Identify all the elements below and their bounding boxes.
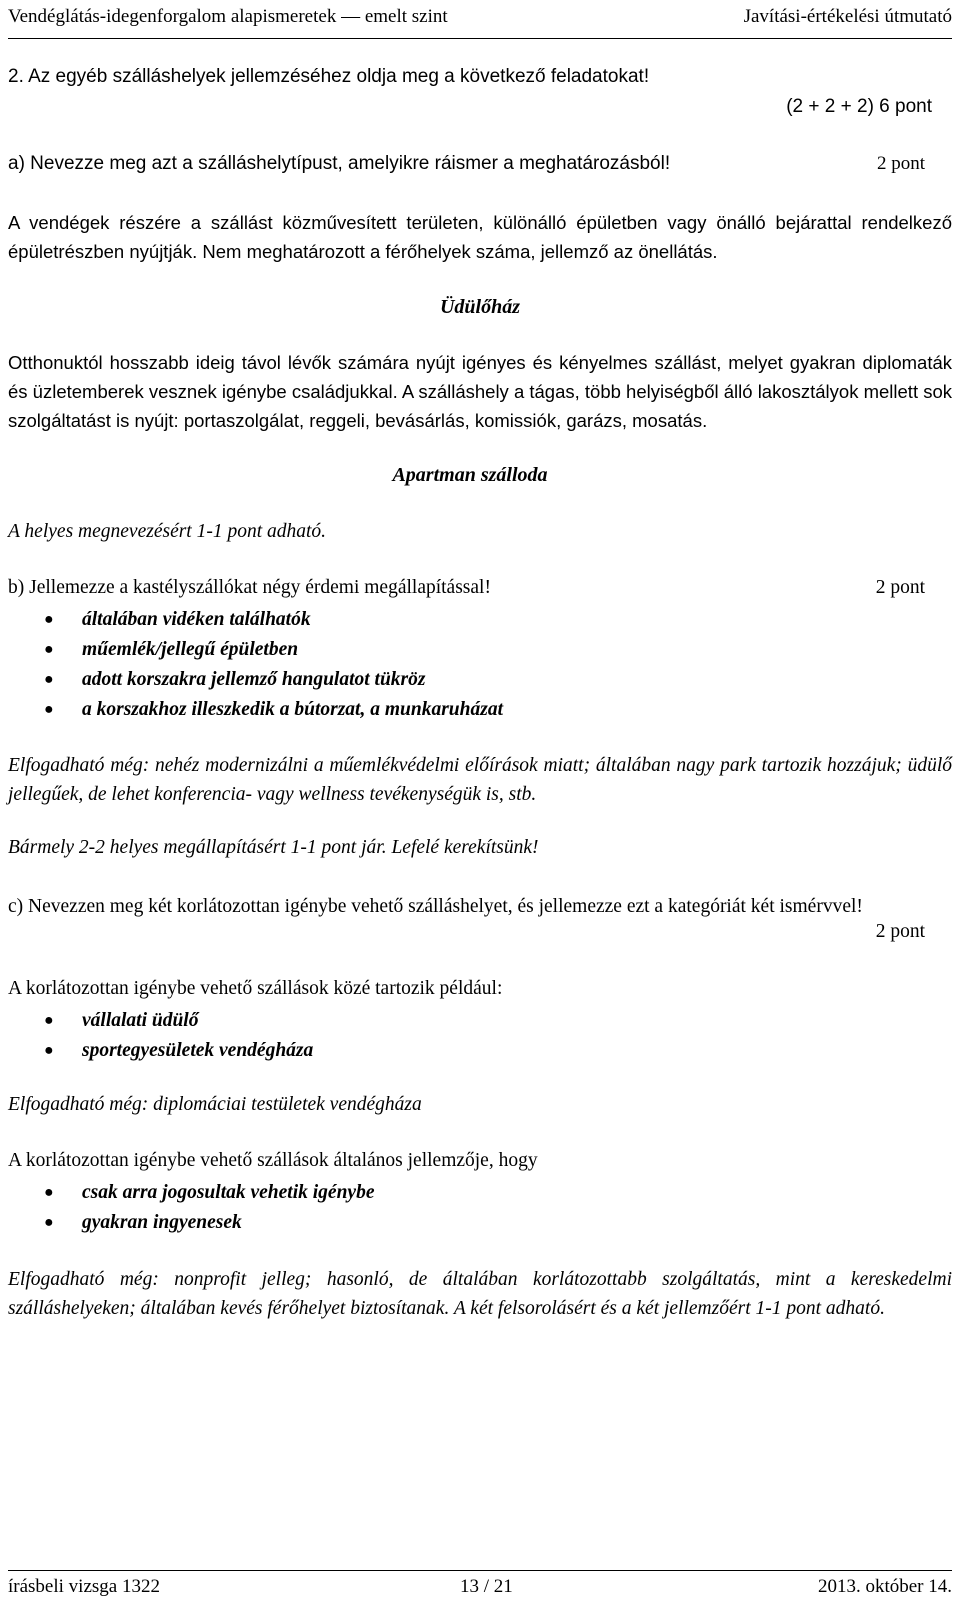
part-c-points: 2 pont (875, 921, 925, 942)
part-c-accepted-1: Elfogadható még: diplomáciai testületek vendégháza (8, 1094, 422, 1115)
bullet-icon: ● (44, 701, 54, 718)
footer-left: írásbeli vizsga 1322 (8, 1576, 160, 1597)
part-c-accepted-2: Elfogadható még: nonprofit jelleg; hasonló, de általában korlátozottabb szolgáltatás, mint a kereskedelmi szálláshelyeken; általában kevés férőhelyet biztosítanak. A két felsorolásért és a két jellemzőért 1-1 pont adható. (8, 1269, 952, 1319)
footer-divider (8, 1570, 952, 1571)
bullet-icon: ● (44, 1042, 54, 1059)
part-b-question: b) Jellemezze a kastélyszállókat négy érdemi megállapítással! (8, 577, 491, 598)
task-title: 2. Az egyéb szálláshelyek jellemzéséhez oldja meg a következő feladatokat! (8, 66, 650, 87)
bullet-icon: ● (44, 641, 54, 658)
list-item (8, 605, 503, 635)
part-c-bullet-list-1 (8, 1006, 313, 1066)
list-item-text: műemlék/jellegű épületben (82, 639, 299, 660)
part-a-question: a) Nevezze meg azt a szálláshelytípust, amelyikre ráismer a meghatározásból! (8, 153, 671, 174)
bullet-icon: ● (44, 671, 54, 688)
list-item-text: általában vidéken találhatók (82, 609, 311, 630)
part-a-answer-1: Üdülőház (439, 296, 521, 318)
part-a-scoring: A helyes megnevezésért 1-1 pont adható. (8, 521, 327, 542)
part-a-points: 2 pont (876, 153, 925, 174)
list-item (8, 1208, 374, 1238)
list-item (8, 1178, 374, 1208)
header-divider (8, 38, 952, 39)
footer-page-number: 13 / 21 (460, 1576, 513, 1597)
bullet-icon: ● (44, 611, 54, 628)
header-right: Javítási-értékelési útmutató (743, 6, 952, 27)
list-item (8, 1006, 313, 1036)
footer-date: 2013. október 14. (817, 1576, 952, 1597)
list-item-text: adott korszakra jellemző hangulatot tükröz (82, 669, 426, 690)
list-item-text: a korszakhoz illeszkedik a bútorzat, a munkaruházat (82, 699, 503, 720)
part-c-question: c) Nevezzen meg két korlátozottan igénybe vehető szálláshelyet, és jellemezze ezt a kategóriát két ismérvvel! (8, 896, 863, 917)
list-item-text: vállalati üdülő (82, 1010, 199, 1031)
task-points: (2 + 2 + 2) 6 pont (786, 96, 932, 117)
list-item-text: sportegyesületek vendégháza (82, 1040, 314, 1061)
list-item-text: csak arra jogosultak vehetik igénybe (82, 1182, 375, 1203)
part-c-intro-2: A korlátozottan igénybe vehető szállások általános jellemzője, hogy (8, 1150, 538, 1171)
list-item (8, 695, 503, 725)
part-b-bullet-list (8, 605, 503, 725)
part-b-accepted: Elfogadható még: nehéz modernizálni a műemlékvédelmi előírások miatt; általában nagy park tartozik hozzájuk; üdülő jellegűek, de lehet konferencia- vagy wellness tevékenységük is, stb. (8, 755, 952, 805)
bullet-icon: ● (44, 1012, 54, 1029)
bullet-icon: ● (44, 1184, 54, 1201)
list-item (8, 1036, 313, 1066)
list-item-text: gyakran ingyenesek (82, 1212, 242, 1233)
list-item (8, 635, 503, 665)
list-item (8, 665, 503, 695)
part-a-answer-2: Apartman szálloda (392, 464, 548, 486)
part-c-bullet-list-2 (8, 1178, 374, 1238)
header-left: Vendéglátás-idegenforgalom alapismeretek — emelt szint (8, 6, 448, 27)
part-c-intro-1: A korlátozottan igénybe vehető szállások közé tartozik például: (8, 978, 503, 999)
part-a-definition-1: A vendégek részére a szállást közművesített területen, különálló épületben vagy önálló bejárattal rendelkező épületrészben nyújtják. Nem meghatározott a férőhelyek száma, jellemző az önellátás. (8, 212, 952, 262)
part-b-scoring: Bármely 2-2 helyes megállapításért 1-1 pont jár. Lefelé kerekítsünk! (8, 837, 539, 858)
part-b-points: 2 pont (875, 577, 925, 598)
bullet-icon: ● (44, 1214, 54, 1231)
part-a-definition-2: Otthonuktól hosszabb ideig távol lévők számára nyújt igényes és kényelmes szállást, melyet gyakran diplomaták és üzletemberek vesznek igénybe családjukkal. A szálláshely a tágas, több helyiségből álló lakosztályok mellett sok szolgáltatást is nyújt: portaszolgálat, reggeli, bevásárlás, komissiók, garázs, mosatás. (8, 352, 953, 431)
